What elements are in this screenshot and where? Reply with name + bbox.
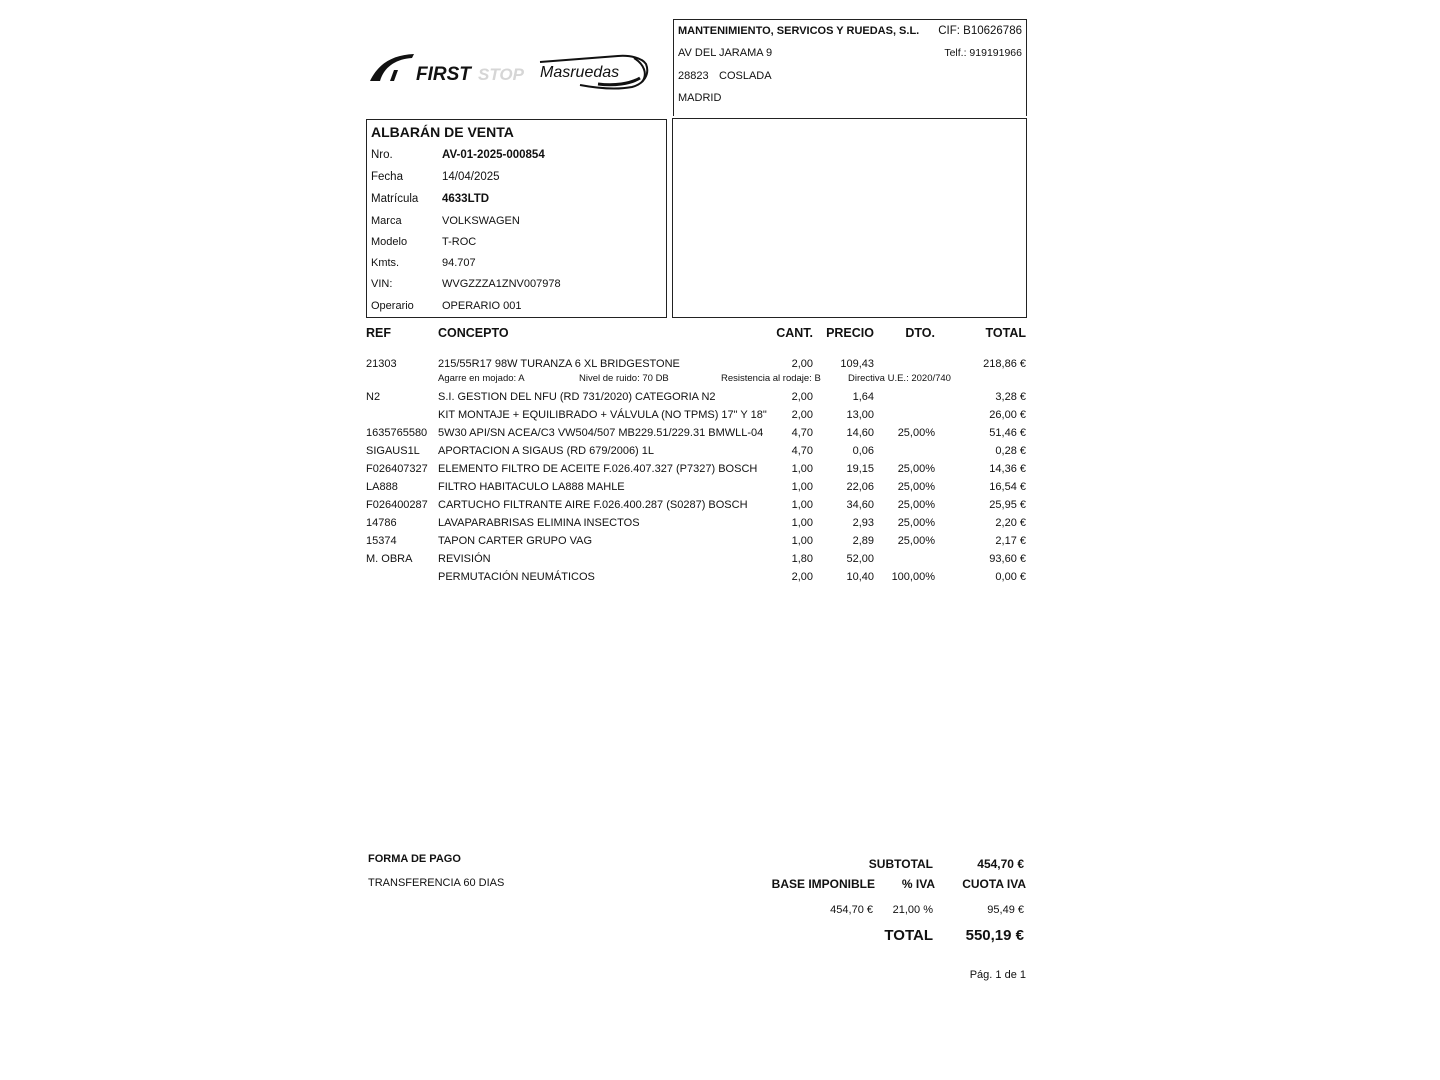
tire-rolling-label: Resistencia al rodaje: B [721,373,821,384]
client-address-box [672,118,1027,318]
tire-directive-label: Directiva U.E.: 2020/740 [848,373,951,384]
header-concepto: CONCEPTO [438,326,509,340]
cell-dto: 25,00% [897,535,935,547]
cell-concepto: LAVAPARABRISAS ELIMINA INSECTOS [438,517,640,529]
iva-percent-label: % IVA [901,877,935,891]
cell-ref: LA888 [366,481,398,493]
cell-total: 0,00 € [995,571,1026,583]
table-row [0,535,1440,551]
cell-total: 93,60 € [989,553,1026,565]
total-value: 550,19 € [965,927,1024,944]
cell-ref: F026400287 [366,499,428,511]
subtotal-value: 454,70 € [977,857,1024,871]
cell-dto: 25,00% [897,481,935,493]
header-dto: DTO. [905,326,935,340]
cell-cant: 4,70 [791,445,813,457]
table-row [0,481,1440,497]
company-logo [368,50,663,92]
cell-concepto: REVISIÓN [438,553,491,565]
company-province: MADRID [678,92,722,104]
cell-precio: 14,60 [846,427,874,439]
cell-concepto: CARTUCHO FILTRANTE AIRE F.026.400.287 (S0287) BOSCH [438,499,748,511]
field-label-matricula: Matrícula [371,193,419,205]
cell-precio: 19,15 [846,463,874,475]
table-row [0,571,1440,587]
field-label-vin: VIN: [371,278,393,290]
header-ref: REF [366,326,391,340]
cell-ref: F026407327 [366,463,428,475]
cuota-iva-value: 95,49 € [987,904,1024,916]
field-value-vin: WVGZZZA1ZNV007978 [442,278,561,290]
cell-dto: 25,00% [897,463,935,475]
company-phone: Telf.: 919191966 [944,47,1022,59]
logo-stop-text: STOP [478,65,524,84]
cell-ref: 21303 [366,358,397,370]
albaran-title: ALBARÁN DE VENTA [371,124,514,140]
page-number: Pág. 1 de 1 [969,969,1026,981]
cell-concepto: PERMUTACIÓN NEUMÁTICOS [438,571,595,583]
cell-precio: 52,00 [846,553,874,565]
cell-dto: 25,00% [897,517,935,529]
cuota-iva-label: CUOTA IVA [962,877,1026,891]
masruedas-logo-mark [540,56,647,89]
cell-cant: 2,00 [791,571,813,583]
tire-noise-label: Nivel de ruido: 70 DB [579,373,669,384]
header-total: TOTAL [985,326,1026,340]
payment-method-label: FORMA DE PAGO [368,853,461,865]
logo-masruedas-text: Masruedas [540,64,620,81]
field-label-nro: Nro. [371,149,393,161]
cell-concepto: KIT MONTAJE + EQUILIBRADO + VÁLVULA (NO TPMS) 17" Y 18" [438,409,767,421]
field-label-marca: Marca [371,215,402,227]
cell-cant: 4,70 [791,427,813,439]
iva-percent-value: 21,00 % [892,904,933,916]
field-label-fecha: Fecha [371,171,403,183]
cell-concepto: ELEMENTO FILTRO DE ACEITE F.026.407.327 (P7327) BOSCH [438,463,758,475]
company-cif: CIF: B10626786 [938,25,1022,37]
table-row [0,499,1440,515]
cell-cant: 1,00 [791,463,813,475]
cell-cant: 2,00 [791,358,813,370]
cell-dto: 25,00% [897,499,935,511]
table-row [0,517,1440,533]
company-name: MANTENIMIENTO, SERVICOS Y RUEDAS, S.L. [678,25,920,37]
cell-total: 2,20 € [995,517,1026,529]
cell-cant: 1,00 [791,481,813,493]
cell-precio: 34,60 [846,499,874,511]
field-label-operario: Operario [371,300,414,312]
cell-precio: 109,43 [840,358,874,370]
cell-concepto: FILTRO HABITACULO LA888 MAHLE [438,481,625,493]
cell-precio: 2,93 [852,517,874,529]
cell-ref: 14786 [366,517,397,529]
field-value-matricula: 4633LTD [442,193,490,205]
first-stop-logo-mark [368,50,663,92]
cell-cant: 1,00 [791,517,813,529]
company-info-box [673,19,1027,116]
logo-first-text: FIRST [416,64,471,85]
table-row [0,463,1440,479]
field-label-modelo: Modelo [371,236,408,248]
field-value-modelo: T-ROC [442,236,477,248]
cell-concepto: 5W30 API/SN ACEA/C3 VW504/507 MB229.51/229.31 BMWLL-04 [438,427,764,439]
cell-precio: 0,06 [852,445,874,457]
cell-precio: 10,40 [846,571,874,583]
cell-total: 3,28 € [995,391,1026,403]
cell-precio: 13,00 [846,409,874,421]
cell-total: 2,17 € [995,535,1026,547]
field-value-kmts: 94.707 [442,257,476,269]
total-label: TOTAL [884,927,933,944]
table-row [0,427,1440,443]
cell-total: 25,95 € [989,499,1026,511]
cell-total: 218,86 € [983,358,1026,370]
cell-ref: SIGAUS1L [366,445,420,457]
company-city: COSLADA [719,70,772,82]
company-address: AV DEL JARAMA 9 [678,47,773,59]
cell-ref: M. OBRA [366,553,413,565]
tire-grip-label: Agarre en mojado: A [438,373,525,384]
cell-cant: 1,00 [791,499,813,511]
cell-cant: 1,00 [791,535,813,547]
subtotal-label: SUBTOTAL [868,857,933,871]
cell-cant: 2,00 [791,391,813,403]
cell-cant: 2,00 [791,409,813,421]
table-row [0,409,1440,425]
cell-ref: 1635765580 [366,427,428,439]
cell-ref: N2 [366,391,381,403]
cell-dto: 100,00% [891,571,935,583]
table-row [0,358,1440,374]
cell-cant: 1,80 [791,553,813,565]
table-row [0,391,1440,407]
cell-precio: 1,64 [852,391,874,403]
field-value-fecha: 14/04/2025 [442,171,500,183]
header-precio: PRECIO [826,326,874,340]
base-imponible-value: 454,70 € [830,904,873,916]
table-row [0,553,1440,569]
cell-precio: 22,06 [846,481,874,493]
cell-total: 26,00 € [989,409,1026,421]
cell-total: 0,28 € [995,445,1026,457]
cell-dto: 25,00% [897,427,935,439]
field-label-kmts: Kmts. [371,257,400,269]
cell-total: 51,46 € [989,427,1026,439]
cell-ref: 15374 [366,535,397,547]
base-imponible-label: BASE IMPONIBLE [771,877,875,891]
payment-method-value: TRANSFERENCIA 60 DIAS [368,877,505,889]
cell-total: 14,36 € [989,463,1026,475]
field-value-operario: OPERARIO 001 [442,300,522,312]
cell-total: 16,54 € [989,481,1026,493]
cell-concepto: TAPON CARTER GRUPO VAG [438,535,593,547]
field-value-marca: VOLKSWAGEN [442,215,520,227]
cell-precio: 2,89 [852,535,874,547]
company-postal-code: 28823 [678,70,709,82]
table-row [0,445,1440,461]
cell-concepto: S.I. GESTION DEL NFU (RD 731/2020) CATEGORIA N2 [438,391,716,403]
cell-concepto: APORTACION A SIGAUS (RD 679/2006) 1L [438,445,655,457]
header-cant: CANT. [776,326,813,340]
field-value-nro: AV-01-2025-000854 [442,149,545,161]
cell-concepto: 215/55R17 98W TURANZA 6 XL BRIDGESTONE [438,358,680,370]
albaran-info-box [366,119,667,318]
